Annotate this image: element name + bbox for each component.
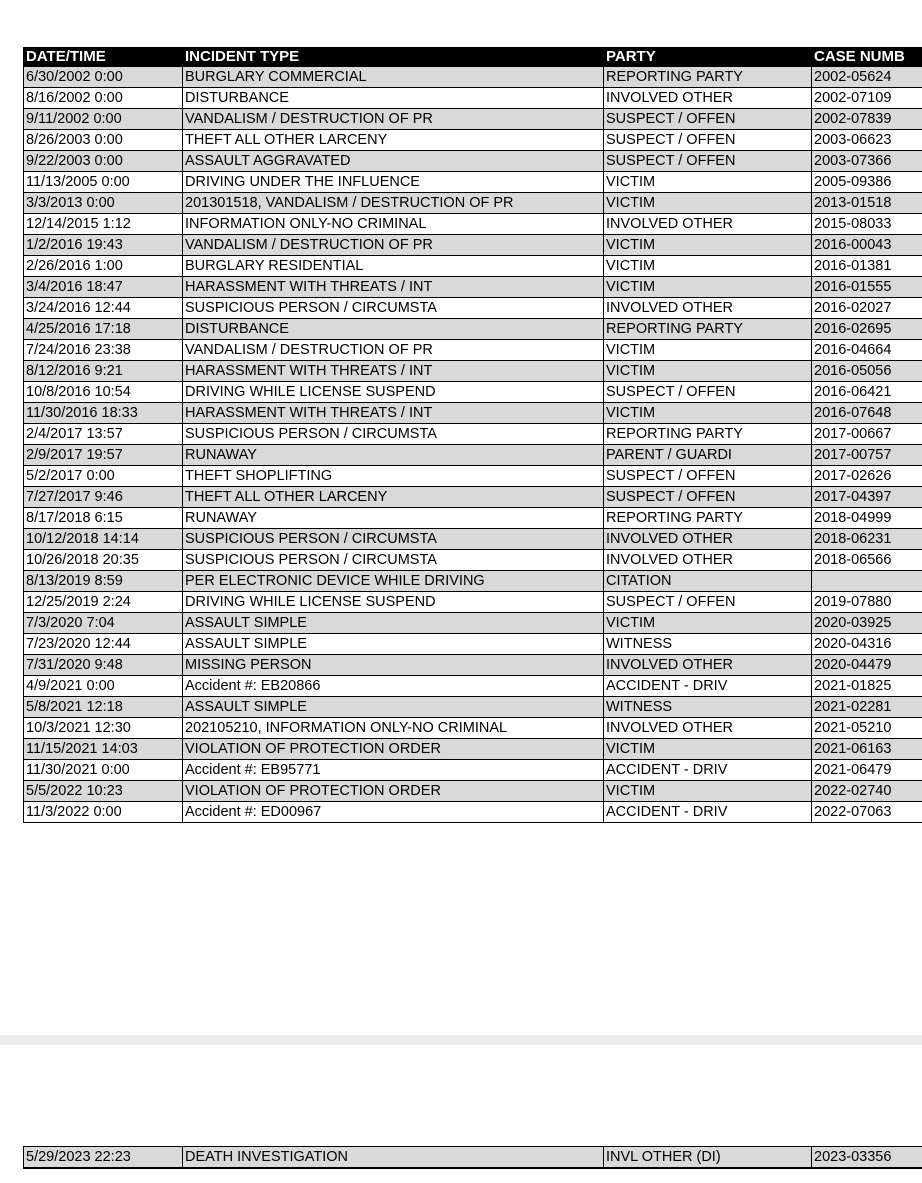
cell-date-time: 1/2/2016 19:43 xyxy=(24,235,183,256)
header-party: PARTY xyxy=(604,47,812,67)
cell-case-number: 2016-01555 xyxy=(812,277,922,298)
cell-incident-type: Accident #: ED00967 xyxy=(183,802,604,823)
cell-party: VICTIM xyxy=(604,361,812,382)
cell-incident-type: DISTURBANCE xyxy=(183,88,604,109)
cell-date-time: 5/5/2022 10:23 xyxy=(24,781,183,802)
cell-date-time: 10/12/2018 14:14 xyxy=(24,529,183,550)
cell-date-time: 8/17/2018 6:15 xyxy=(24,508,183,529)
cell-date-time: 2/4/2017 13:57 xyxy=(24,424,183,445)
table-row xyxy=(24,424,922,445)
cell-party: INVOLVED OTHER xyxy=(604,718,812,739)
cell-incident-type: RUNAWAY xyxy=(183,508,604,529)
table-row xyxy=(24,781,922,802)
cell-case-number: 2017-00757 xyxy=(812,445,922,466)
cell-case-number: 2003-06623 xyxy=(812,130,922,151)
cell-case-number: 2002-07839 xyxy=(812,109,922,130)
page-break xyxy=(0,1035,922,1045)
cell-case-number: 2003-07366 xyxy=(812,151,922,172)
cell-party: SUSPECT / OFFEN xyxy=(604,466,812,487)
cell-party: VICTIM xyxy=(604,256,812,277)
cell-case-number: 2016-06421 xyxy=(812,382,922,403)
cell-party: ACCIDENT - DRIV xyxy=(604,802,812,823)
cell-date-time: 11/30/2016 18:33 xyxy=(24,403,183,424)
cell-party: INVOLVED OTHER xyxy=(604,550,812,571)
cell-incident-type: MISSING PERSON xyxy=(183,655,604,676)
cell-incident-type: DEATH INVESTIGATION xyxy=(183,1147,604,1169)
cell-date-time: 11/15/2021 14:03 xyxy=(24,739,183,760)
cell-case-number: 2016-01381 xyxy=(812,256,922,277)
cell-date-time: 3/24/2016 12:44 xyxy=(24,298,183,319)
cell-party: INVOLVED OTHER xyxy=(604,298,812,319)
cell-party: ACCIDENT - DRIV xyxy=(604,676,812,697)
table-row xyxy=(24,172,922,193)
header-row xyxy=(24,47,922,67)
cell-incident-type: SUSPICIOUS PERSON / CIRCUMSTA xyxy=(183,298,604,319)
cell-party: WITNESS xyxy=(604,634,812,655)
cell-date-time: 2/26/2016 1:00 xyxy=(24,256,183,277)
cell-incident-type: SUSPICIOUS PERSON / CIRCUMSTA xyxy=(183,529,604,550)
cell-case-number: 2023-03356 xyxy=(812,1147,922,1169)
cell-incident-type: 201301518, VANDALISM / DESTRUCTION OF PR xyxy=(183,193,604,214)
cell-case-number: 2021-05210 xyxy=(812,718,922,739)
header-date-time: DATE/TIME xyxy=(24,47,183,67)
cell-case-number: 2016-00043 xyxy=(812,235,922,256)
cell-date-time: 7/3/2020 7:04 xyxy=(24,613,183,634)
cell-case-number: 2002-05624 xyxy=(812,67,922,88)
table-row xyxy=(24,151,922,172)
cell-incident-type: VANDALISM / DESTRUCTION OF PR xyxy=(183,340,604,361)
cell-date-time: 7/24/2016 23:38 xyxy=(24,340,183,361)
table-row xyxy=(24,760,922,781)
incident-table-continued xyxy=(23,1146,922,1169)
cell-party: INVOLVED OTHER xyxy=(604,88,812,109)
cell-case-number: 2019-07880 xyxy=(812,592,922,613)
cell-date-time: 8/12/2016 9:21 xyxy=(24,361,183,382)
header-incident-type: INCIDENT TYPE xyxy=(183,47,604,67)
cell-case-number: 2013-01518 xyxy=(812,193,922,214)
table-row xyxy=(24,256,922,277)
table-row xyxy=(24,403,922,424)
cell-incident-type: ASSAULT SIMPLE xyxy=(183,613,604,634)
cell-case-number: 2021-01825 xyxy=(812,676,922,697)
cell-date-time: 8/16/2002 0:00 xyxy=(24,88,183,109)
cell-case-number: 2020-04479 xyxy=(812,655,922,676)
table-row xyxy=(24,571,922,592)
table-row xyxy=(24,361,922,382)
table-row xyxy=(24,109,922,130)
cell-date-time: 6/30/2002 0:00 xyxy=(24,67,183,88)
cell-incident-type: BURGLARY RESIDENTIAL xyxy=(183,256,604,277)
cell-date-time: 9/22/2003 0:00 xyxy=(24,151,183,172)
cell-incident-type: VIOLATION OF PROTECTION ORDER xyxy=(183,739,604,760)
table-row xyxy=(24,655,922,676)
cell-party: VICTIM xyxy=(604,739,812,760)
table-row xyxy=(24,130,922,151)
table-row xyxy=(24,487,922,508)
cell-party: REPORTING PARTY xyxy=(604,424,812,445)
cell-date-time: 8/26/2003 0:00 xyxy=(24,130,183,151)
cell-case-number: 2018-04999 xyxy=(812,508,922,529)
table-row xyxy=(24,613,922,634)
cell-date-time: 7/23/2020 12:44 xyxy=(24,634,183,655)
cell-case-number: 2015-08033 xyxy=(812,214,922,235)
cell-case-number: 2016-02027 xyxy=(812,298,922,319)
cell-case-number: 2016-02695 xyxy=(812,319,922,340)
cell-incident-type: INFORMATION ONLY-NO CRIMINAL xyxy=(183,214,604,235)
cell-incident-type: THEFT ALL OTHER LARCENY xyxy=(183,487,604,508)
cell-date-time: 7/31/2020 9:48 xyxy=(24,655,183,676)
cell-date-time: 10/3/2021 12:30 xyxy=(24,718,183,739)
cell-incident-type: DRIVING WHILE LICENSE SUSPEND xyxy=(183,382,604,403)
cell-date-time: 3/3/2013 0:00 xyxy=(24,193,183,214)
cell-party: WITNESS xyxy=(604,697,812,718)
cell-date-time: 4/25/2016 17:18 xyxy=(24,319,183,340)
table-row xyxy=(24,739,922,760)
table-row xyxy=(24,319,922,340)
table-row xyxy=(24,67,922,88)
cell-party: SUSPECT / OFFEN xyxy=(604,487,812,508)
cell-party: REPORTING PARTY xyxy=(604,67,812,88)
table-row xyxy=(24,634,922,655)
cell-case-number xyxy=(812,571,922,592)
cell-party: SUSPECT / OFFEN xyxy=(604,592,812,613)
cell-date-time: 12/14/2015 1:12 xyxy=(24,214,183,235)
cell-party: VICTIM xyxy=(604,340,812,361)
cell-case-number: 2021-06163 xyxy=(812,739,922,760)
cell-date-time: 7/27/2017 9:46 xyxy=(24,487,183,508)
cell-case-number: 2018-06566 xyxy=(812,550,922,571)
cell-party: VICTIM xyxy=(604,172,812,193)
cell-incident-type: ASSAULT AGGRAVATED xyxy=(183,151,604,172)
table-row xyxy=(24,214,922,235)
incident-table xyxy=(23,47,922,823)
cell-party: VICTIM xyxy=(604,403,812,424)
table-row xyxy=(24,298,922,319)
cell-party: SUSPECT / OFFEN xyxy=(604,109,812,130)
header-case-number: CASE NUMB xyxy=(812,47,922,67)
cell-case-number: 2022-02740 xyxy=(812,781,922,802)
cell-incident-type: DRIVING UNDER THE INFLUENCE xyxy=(183,172,604,193)
cell-case-number: 2021-06479 xyxy=(812,760,922,781)
table-row xyxy=(24,466,922,487)
table-row xyxy=(24,235,922,256)
cell-date-time: 5/2/2017 0:00 xyxy=(24,466,183,487)
cell-party: SUSPECT / OFFEN xyxy=(604,382,812,403)
table-row xyxy=(24,529,922,550)
cell-party: ACCIDENT - DRIV xyxy=(604,760,812,781)
cell-date-time: 2/9/2017 19:57 xyxy=(24,445,183,466)
table-row xyxy=(24,277,922,298)
cell-incident-type: VANDALISM / DESTRUCTION OF PR xyxy=(183,109,604,130)
cell-date-time: 11/30/2021 0:00 xyxy=(24,760,183,781)
cell-date-time: 3/4/2016 18:47 xyxy=(24,277,183,298)
cell-case-number: 2020-03925 xyxy=(812,613,922,634)
table-row xyxy=(24,340,922,361)
cell-party: INVL OTHER (DI) xyxy=(604,1147,812,1169)
cell-incident-type: ASSAULT SIMPLE xyxy=(183,697,604,718)
cell-incident-type: Accident #: EB95771 xyxy=(183,760,604,781)
cell-date-time: 5/8/2021 12:18 xyxy=(24,697,183,718)
cell-case-number: 2021-02281 xyxy=(812,697,922,718)
cell-incident-type: SUSPICIOUS PERSON / CIRCUMSTA xyxy=(183,424,604,445)
cell-incident-type: BURGLARY COMMERCIAL xyxy=(183,67,604,88)
cell-date-time: 11/3/2022 0:00 xyxy=(24,802,183,823)
cell-party: INVOLVED OTHER xyxy=(604,655,812,676)
cell-date-time: 10/26/2018 20:35 xyxy=(24,550,183,571)
cell-party: VICTIM xyxy=(604,193,812,214)
table-row xyxy=(24,382,922,403)
cell-case-number: 2017-04397 xyxy=(812,487,922,508)
cell-incident-type: Accident #: EB20866 xyxy=(183,676,604,697)
table-row xyxy=(24,592,922,613)
table-row xyxy=(24,802,922,823)
cell-incident-type: DRIVING WHILE LICENSE SUSPEND xyxy=(183,592,604,613)
cell-date-time: 9/11/2002 0:00 xyxy=(24,109,183,130)
cell-incident-type: SUSPICIOUS PERSON / CIRCUMSTA xyxy=(183,550,604,571)
cell-party: SUSPECT / OFFEN xyxy=(604,130,812,151)
table-row xyxy=(24,88,922,109)
cell-case-number: 2016-07648 xyxy=(812,403,922,424)
cell-incident-type: HARASSMENT WITH THREATS / INT xyxy=(183,361,604,382)
cell-incident-type: ASSAULT SIMPLE xyxy=(183,634,604,655)
cell-incident-type: HARASSMENT WITH THREATS / INT xyxy=(183,277,604,298)
cell-date-time: 8/13/2019 8:59 xyxy=(24,571,183,592)
cell-party: VICTIM xyxy=(604,781,812,802)
cell-incident-type: VANDALISM / DESTRUCTION OF PR xyxy=(183,235,604,256)
cell-date-time: 10/8/2016 10:54 xyxy=(24,382,183,403)
cell-date-time: 11/13/2005 0:00 xyxy=(24,172,183,193)
cell-party: REPORTING PARTY xyxy=(604,508,812,529)
cell-case-number: 2018-06231 xyxy=(812,529,922,550)
cell-date-time: 4/9/2021 0:00 xyxy=(24,676,183,697)
cell-incident-type: PER ELECTRONIC DEVICE WHILE DRIVING xyxy=(183,571,604,592)
cell-case-number: 2016-04664 xyxy=(812,340,922,361)
cell-party: INVOLVED OTHER xyxy=(604,529,812,550)
cell-case-number: 2020-04316 xyxy=(812,634,922,655)
cell-party: SUSPECT / OFFEN xyxy=(604,151,812,172)
table-row xyxy=(24,193,922,214)
cell-party: REPORTING PARTY xyxy=(604,319,812,340)
table-row xyxy=(24,508,922,529)
cell-party: PARENT / GUARDI xyxy=(604,445,812,466)
cell-incident-type: THEFT ALL OTHER LARCENY xyxy=(183,130,604,151)
table-row xyxy=(24,697,922,718)
cell-case-number: 2016-05056 xyxy=(812,361,922,382)
table-row xyxy=(24,1147,922,1169)
sheet-page-2 xyxy=(0,1045,922,1183)
cell-party: VICTIM xyxy=(604,277,812,298)
table-row xyxy=(24,718,922,739)
cell-party: VICTIM xyxy=(604,613,812,634)
cell-case-number: 2022-07063 xyxy=(812,802,922,823)
cell-party: VICTIM xyxy=(604,235,812,256)
table-row xyxy=(24,676,922,697)
table-row xyxy=(24,445,922,466)
cell-incident-type: RUNAWAY xyxy=(183,445,604,466)
cell-date-time: 5/29/2023 22:23 xyxy=(24,1147,183,1169)
cell-case-number: 2005-09386 xyxy=(812,172,922,193)
cell-incident-type: THEFT SHOPLIFTING xyxy=(183,466,604,487)
cell-incident-type: 202105210, INFORMATION ONLY-NO CRIMINAL xyxy=(183,718,604,739)
cell-incident-type: DISTURBANCE xyxy=(183,319,604,340)
cell-case-number: 2002-07109 xyxy=(812,88,922,109)
cell-incident-type: VIOLATION OF PROTECTION ORDER xyxy=(183,781,604,802)
cell-incident-type: HARASSMENT WITH THREATS / INT xyxy=(183,403,604,424)
cell-case-number: 2017-02626 xyxy=(812,466,922,487)
cell-party: INVOLVED OTHER xyxy=(604,214,812,235)
cell-party: CITATION xyxy=(604,571,812,592)
table-row xyxy=(24,550,922,571)
cell-date-time: 12/25/2019 2:24 xyxy=(24,592,183,613)
cell-case-number: 2017-00667 xyxy=(812,424,922,445)
